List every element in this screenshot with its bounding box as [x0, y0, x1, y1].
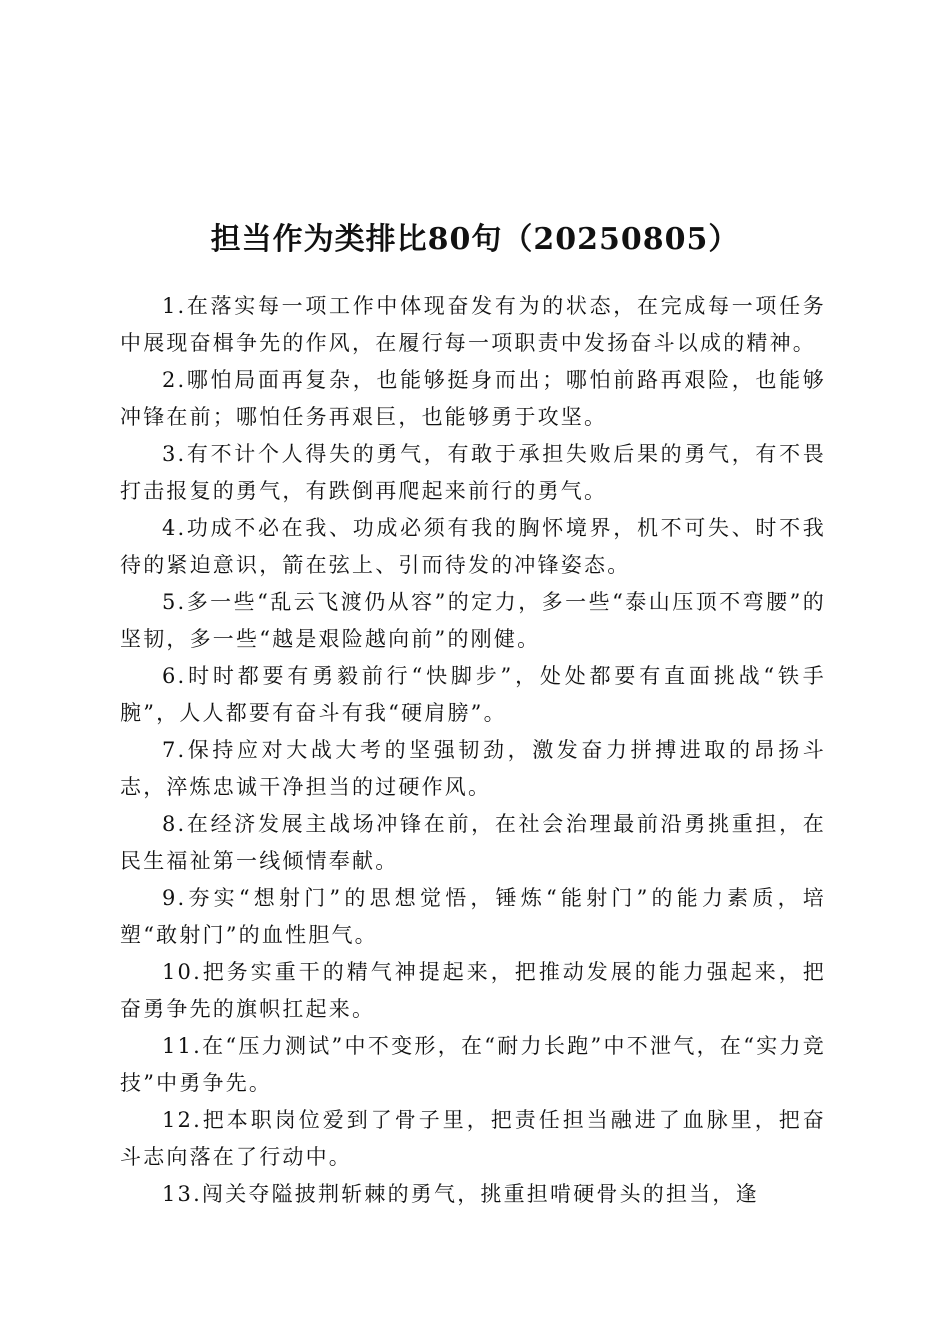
paragraph-1: 1.在落实每一项工作中体现奋发有为的状态，在完成每一项任务中展现奋楫争先的作风，在履行每一项职责中发扬奋斗以成的精神。 [120, 294, 826, 355]
document-title: 担当作为类排比80句（20250805） [210, 222, 740, 258]
paragraph-7: 7.保持应对大战大考的坚强韧劲，激发奋力拼搏进取的昂扬斗志，淬炼忠诚干净担当的过硬作风。 [120, 738, 826, 799]
document-body [120, 288, 826, 1213]
paragraph-5: 5.多一些“乱云飞渡仍从容”的定力，多一些“泰山压顶不弯腰”的坚韧，多一些“越是艰险越向前”的刚健。 [120, 590, 826, 651]
paragraph-3: 3.有不计个人得失的勇气，有敢于承担失败后果的勇气，有不畏打击报复的勇气，有跌倒再爬起来前行的勇气。 [120, 442, 826, 503]
paragraph-8: 8.在经济发展主战场冲锋在前，在社会治理最前沿勇挑重担，在民生福祉第一线倾情奉献。 [120, 812, 826, 873]
paragraph-12: 12.把本职岗位爱到了骨子里，把责任担当融进了血脉里，把奋斗志向落在了行动中。 [120, 1108, 826, 1169]
paragraph-11: 11.在“压力测试”中不变形，在“耐力长跑”中不泄气，在“实力竞技”中勇争先。 [120, 1034, 826, 1095]
paragraph-13: 13.闯关夺隘披荆斩棘的勇气，挑重担啃硬骨头的担当，逢 [162, 1182, 759, 1206]
paragraph-10: 10.把务实重干的精气神提起来，把推动发展的能力强起来，把奋勇争先的旗帜扛起来。 [120, 960, 826, 1021]
paragraph-2: 2.哪怕局面再复杂，也能够挺身而出；哪怕前路再艰险，也能够冲锋在前；哪怕任务再艰巨，也能够勇于攻坚。 [120, 368, 826, 429]
paragraph-4: 4.功成不必在我、功成必须有我的胸怀境界，机不可失、时不我待的紧迫意识，箭在弦上、引而待发的冲锋姿态。 [120, 516, 826, 577]
paragraph-6: 6.时时都要有勇毅前行“快脚步”，处处都要有直面挑战“铁手腕”，人人都要有奋斗有我“硬肩膀”。 [120, 664, 826, 725]
paragraph-9: 9.夯实“想射门”的思想觉悟，锤炼“能射门”的能力素质，培塑“敢射门”的血性胆气。 [120, 886, 826, 947]
